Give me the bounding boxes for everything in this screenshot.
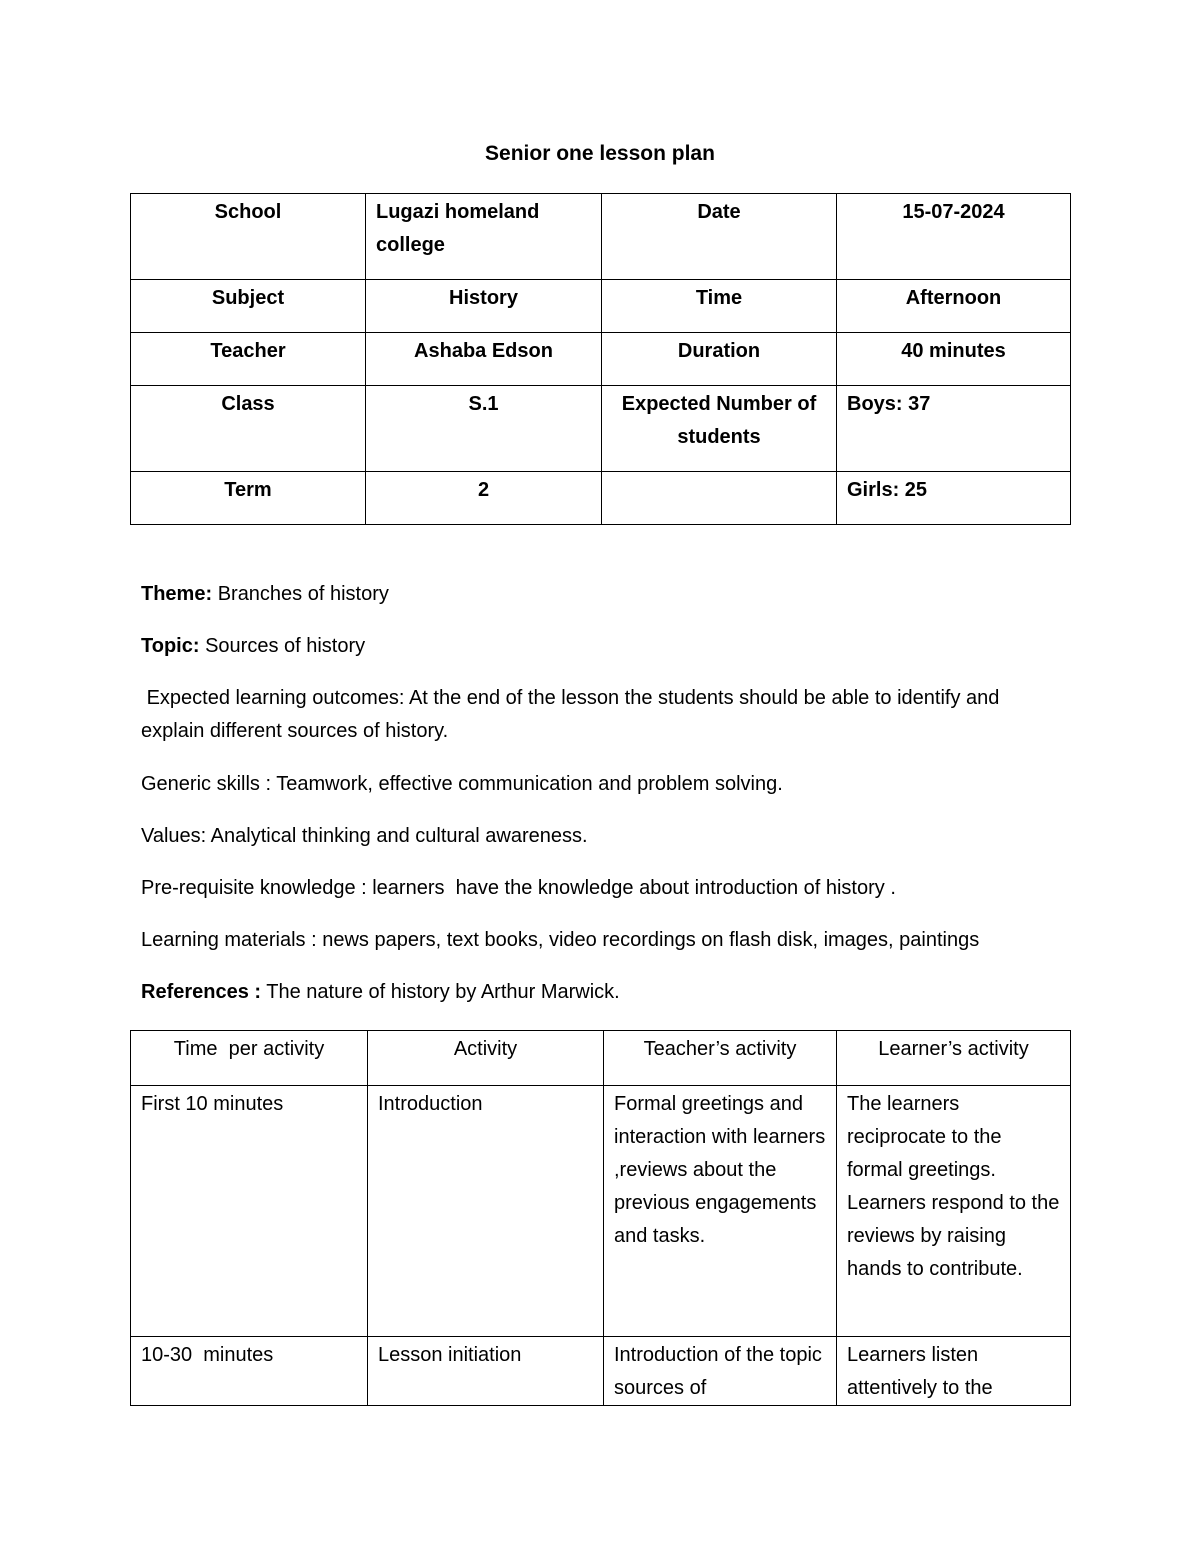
topic-value: Sources of history [205,635,366,657]
info-value-date: 15-07-2024 [837,194,1071,280]
info-value-school: Lugazi homeland college [366,194,602,280]
page-title: Senior one lesson plan [485,142,715,165]
info-label-subject: Subject [131,280,366,333]
activity-table [130,1030,1071,1406]
cell-time: First 10 minutes [131,1086,368,1337]
table-row [131,280,1071,333]
info-value-class: S.1 [366,386,602,472]
info-value-subject: History [366,280,602,333]
theme-line [141,578,1041,611]
header-teacher-activity: Teacher’s activity [604,1031,837,1086]
references-line [141,976,1041,1009]
info-label-term: Term [131,472,366,525]
cell-learner-activity: The learners reciprocate to the formal greetings. Learners respond to the reviews by raising hands to contribute. [837,1086,1071,1337]
info-value-girls: Girls: 25 [837,472,1071,525]
header-activity: Activity [368,1031,604,1086]
table-header-row [131,1031,1071,1086]
info-label-teacher: Teacher [131,333,366,386]
generic-skills: Generic skills : Teamwork, effective communication and problem solving. [141,773,783,795]
info-empty-cell [602,472,837,525]
values-line: Values: Analytical thinking and cultural awareness. [141,825,588,847]
cell-teacher-activity: Formal greetings and interaction with learners ,reviews about the previous engagements and tasks. [604,1086,837,1337]
topic-label: Topic: [141,635,200,657]
info-label-duration: Duration [602,333,837,386]
table-row [131,333,1071,386]
references-label: References : [141,981,262,1003]
theme-value: Branches of history [217,583,389,605]
learning-outcomes: Expected learning outcomes: At the end of the lesson the students should be able to identify and explain different sources of history. [141,687,1005,742]
info-value-term: 2 [366,472,602,525]
table-row [131,194,1071,280]
lesson-info-table [130,193,1071,525]
table-row [131,472,1071,525]
info-label-class: Class [131,386,366,472]
info-label-time: Time [602,280,837,333]
header-time-per-activity: Time per activity [131,1031,368,1086]
learning-materials: Learning materials : news papers, text books, video recordings on flash disk, images, paintings [141,929,980,951]
info-value-boys: Boys: 37 [837,386,1071,472]
cell-learner-activity: Learners listen attentively to the [837,1337,1071,1406]
table-row [131,1086,1071,1337]
prerequisite-knowledge: Pre-requisite knowledge : learners have the knowledge about introduction of history . [141,877,896,899]
references-value: The nature of history by Arthur Marwick. [266,981,620,1003]
header-learner-activity: Learner’s activity [837,1031,1071,1086]
info-value-teacher: Ashaba Edson [366,333,602,386]
info-value-time: Afternoon [837,280,1071,333]
info-label-expected-students: Expected Number of students [602,386,837,472]
table-row [131,386,1071,472]
info-value-duration: 40 minutes [837,333,1071,386]
cell-activity: Lesson initiation [368,1337,604,1406]
topic-line [141,630,1041,663]
cell-teacher-activity: Introduction of the topic sources of [604,1337,837,1406]
info-label-date: Date [602,194,837,280]
theme-label: Theme: [141,583,213,605]
info-label-school: School [131,194,366,280]
cell-time: 10-30 minutes [131,1337,368,1406]
cell-activity: Introduction [368,1086,604,1337]
table-row [131,1337,1071,1406]
